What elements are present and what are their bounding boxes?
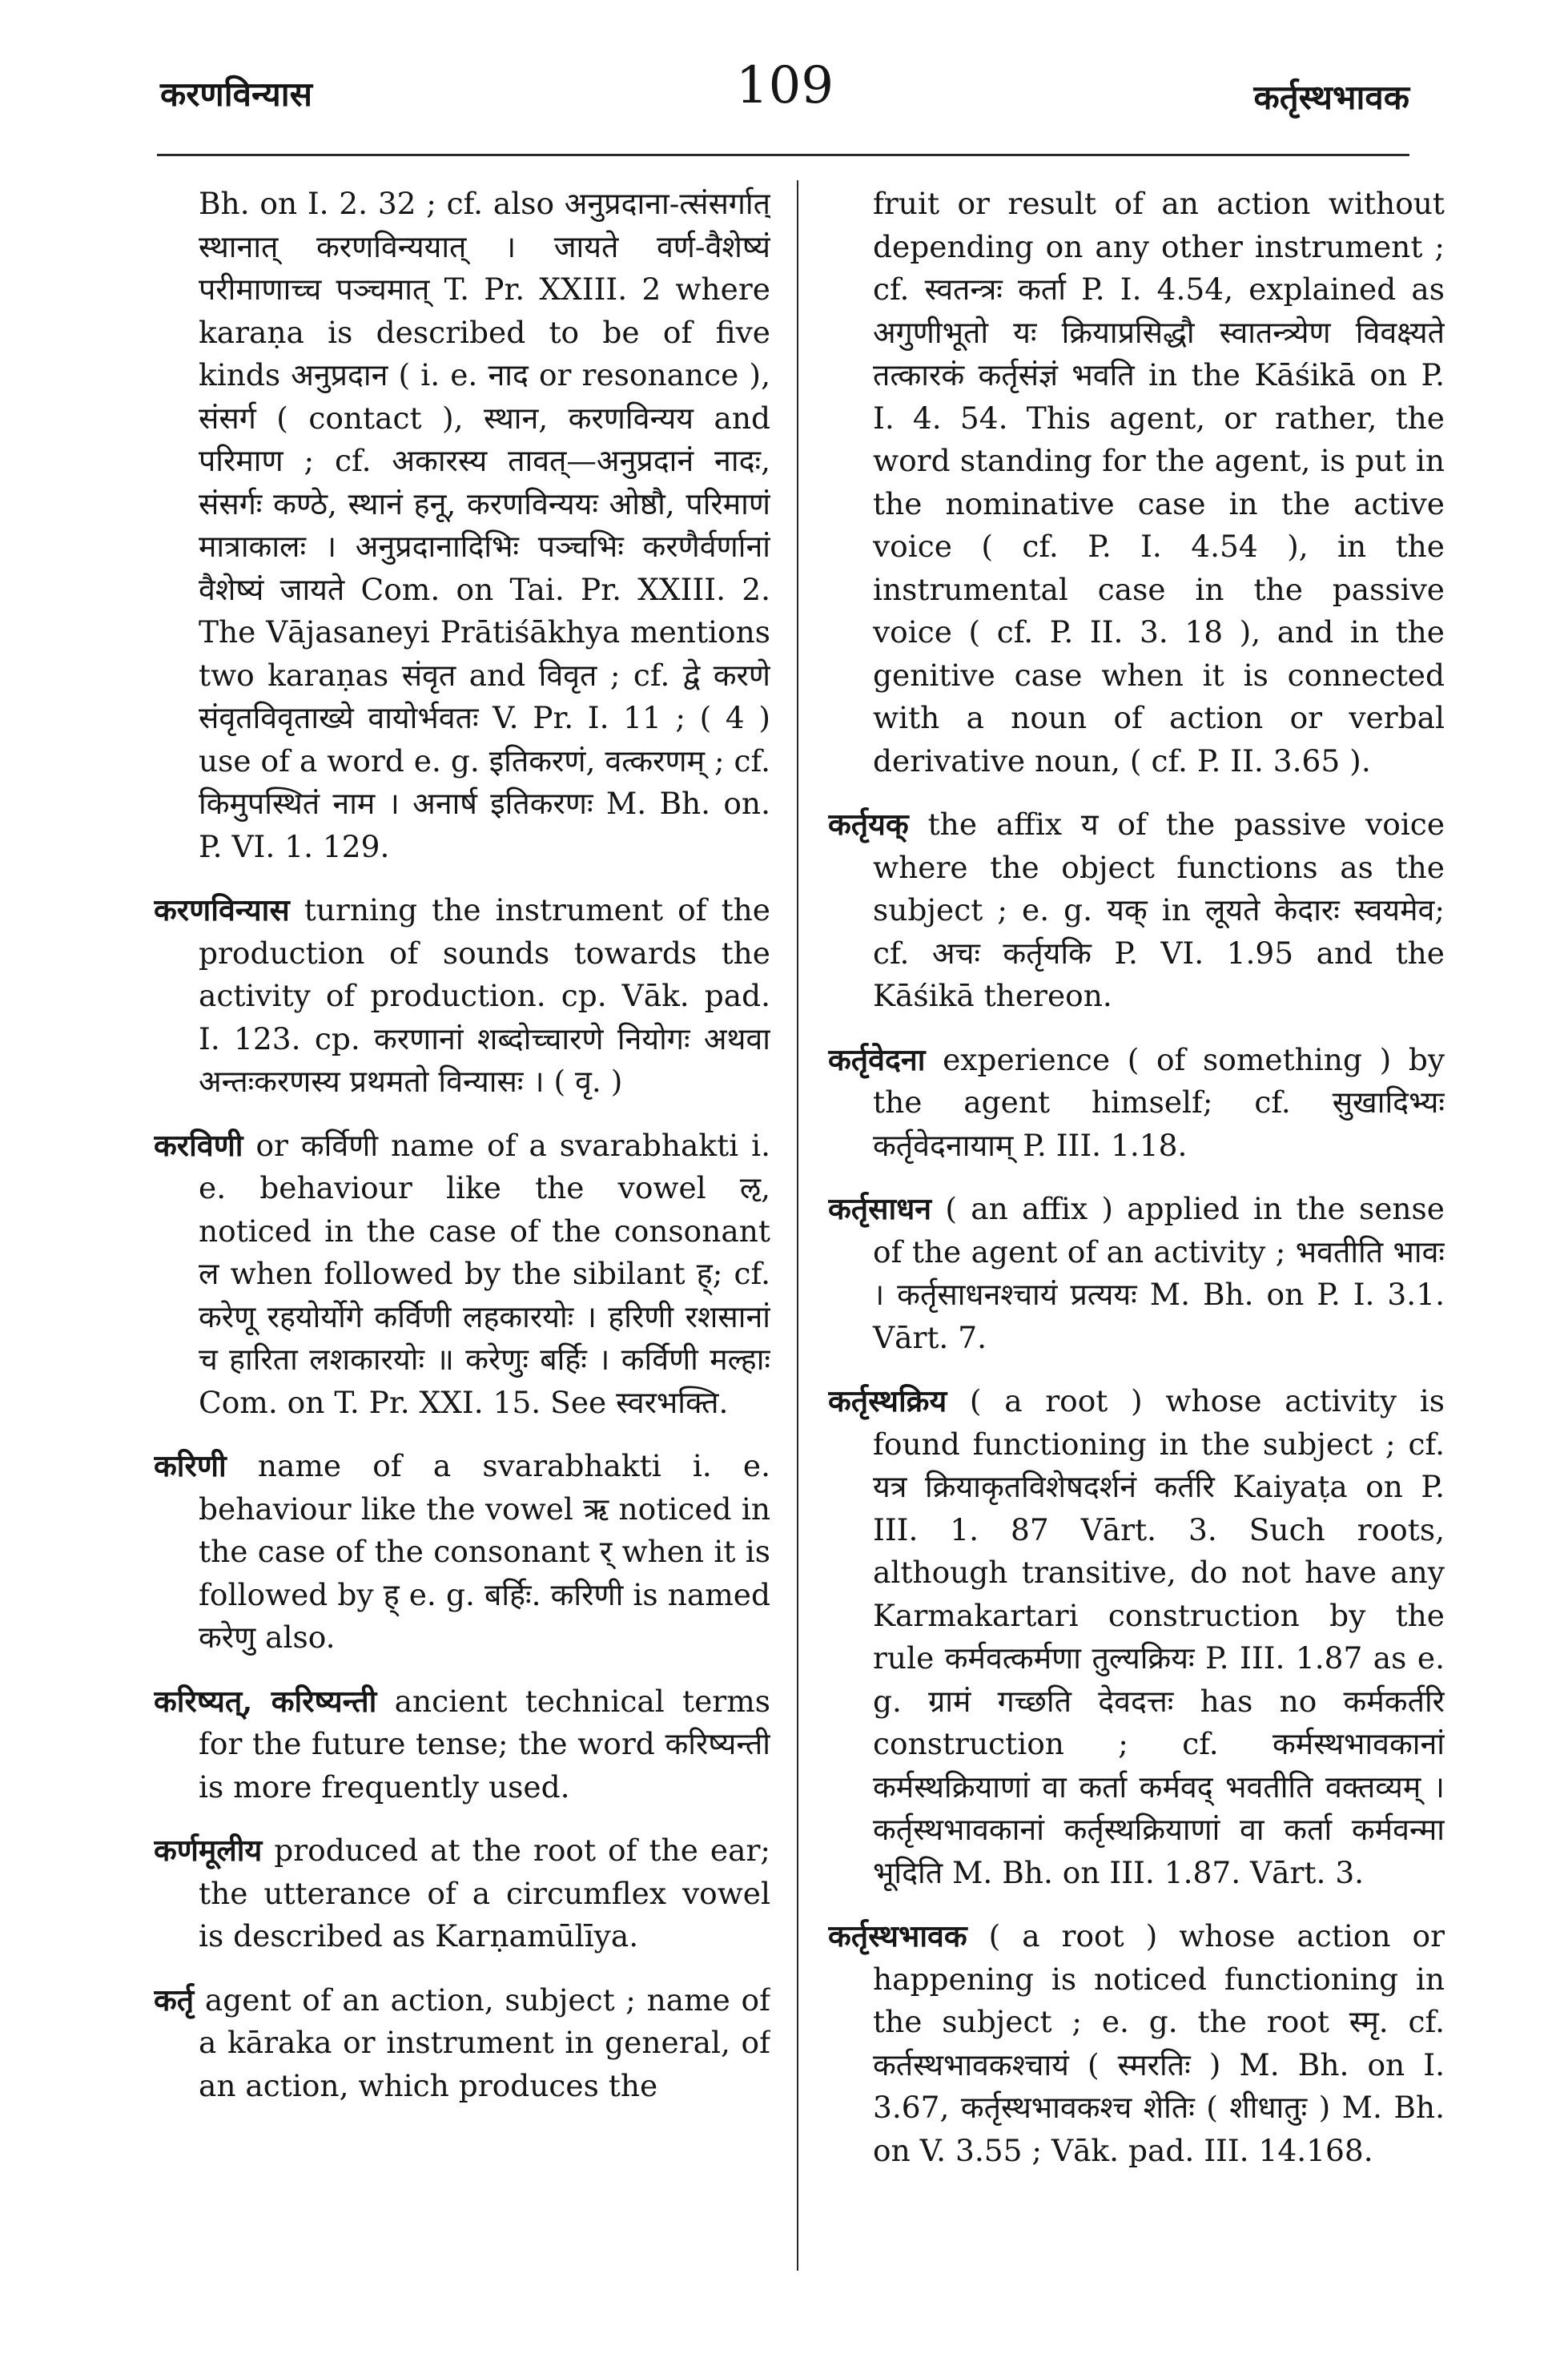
dictionary-entry xyxy=(828,1915,1445,2172)
headword: कर्तृस्थक्रिय xyxy=(828,1383,947,1418)
headword: करिष्यत्, करिष्यन्ती xyxy=(154,1683,377,1719)
definition: or कर्विणी name of a svarabhakti i. e. behaviour like the vowel ऌ, noticed in the case of the consonant ल when followed by the sibilant ह्; cf. करेणू रहयोर्योगे कर्विणी लहकारयोः । हरिणी रशसानां च हारिता लशकारयोः ॥ करेणुः बर्हिः । कर्विणी मल्हाः Com. on T. Pr. XXI. 15. See स्वरभक्ति. xyxy=(199,1127,770,1420)
definition: turning the instrument of the production of sounds towards the activity of production. cp. Vāk. pad. I. 123. cp. करणानां शब्दोच्चारणे नियोगः अथवा अन्तःकरणस्य प्रथमतो विन्यासः । ( वृ. ) xyxy=(199,892,770,1099)
dictionary-entry xyxy=(154,1979,770,2108)
headword: कर्तृयक् xyxy=(828,807,909,842)
dictionary-entry xyxy=(154,1445,770,1660)
headword: कर्तृसाधन xyxy=(828,1191,932,1226)
left-guide-word: करणविन्यास xyxy=(160,74,313,114)
headword: कर्तृस्थभावक xyxy=(828,1918,967,1954)
headword: करणविन्यास xyxy=(154,892,290,927)
dictionary-entry xyxy=(828,1188,1445,1359)
dictionary-entry xyxy=(154,889,770,1104)
right-guide-word: कर्तृस्थभावक xyxy=(1253,78,1409,117)
dictionary-entry xyxy=(828,1380,1445,1894)
dictionary-entry xyxy=(154,1680,770,1809)
definition: ( a root ) whose activity is found functioning in the subject ; cf. यत्र क्रियाकृतविशेषदर्शनं कर्तरि Kaiyaṭa on P. III. 1. 87 Vārt. 3. Such roots, although transitive, do not have any Karmakartari construction by the rule कर्मवत्कर्मणा तुल्यक्रियः P. III. 1.87 as e. g. ग्रामं गच्छति देवदत्तः has no कर्मकर्तरि construction ; cf. कर्मस्थभावकानां कर्मस्थक्रियाणां वा कर्ता कर्मवद् भवतीति वक्तव्यम् । कर्तृस्थभावकानां कर्तृस्थक्रियाणां वा कर्ता कर्मवन्मा भूदिति M. Bh. on III. 1.87. Vārt. 3. xyxy=(873,1383,1445,1890)
headword: कर्तृ xyxy=(154,1982,195,2018)
right-column xyxy=(828,183,1445,2281)
headword: करिणी xyxy=(154,1448,227,1483)
page-number: 109 xyxy=(735,56,834,115)
continued-text-left: Bh. on I. 2. 32 ; cf. also अनुप्रदाना-त्संसर्गात् स्थानात् करणविन्ययात् । जायते वर्ण-वैशेष्यं परीमाणाच्च पञ्चमात् T. Pr. XXIII. 2 where karaṇa is described to be of five kinds अनुप्रदान ( i. e. नाद or resonance ), संसर्ग ( contact ), स्थान, करणविन्यय and परिमाण ; cf. अकारस्य तावत्—अनुप्रदानं नादः, संसर्गः कण्ठे, स्थानं हनू, करणविन्ययः ओष्ठौ, परिमाणं मात्राकालः । अनुप्रदानादिभिः पञ्चभिः करणैर्वर्णानां वैशेष्यं जायते Com. on Tai. Pr. XXIII. 2. The Vājasaneyi Prātiśākhya mentions two karaṇas संवृत and विवृत ; cf. द्वे करणे संवृतविवृताख्ये वायोर्भवतः V. Pr. I. 11 ; ( 4 ) use of a word e. g. इतिकरणं, वत्करणम् ; cf. किमुपस्थितं नाम । अनार्ष इतिकरणः M. Bh. on. P. VI. 1. 129. xyxy=(199,186,770,864)
definition: the affix य of the passive voice where the object functions as the subject ; e. g. यक् in लूयते केदारः स्वयमेव; cf. अचः कर्तृयकि P. VI. 1.95 and the Kāśikā thereon. xyxy=(873,807,1445,1013)
definition: ancient technical terms for the future tense; the word करिष्यन्ती is more frequently used. xyxy=(199,1683,770,1805)
definition: agent of an action, subject ; name of a kāraka or instrument in general, of an action, which produces the xyxy=(199,1982,770,2103)
definition: ( a root ) whose action or happening is noticed functioning in the subject ; e. g. the root स्मृ. cf. कर्तस्थभावकश्चायं ( स्मरतिः ) M. Bh. on I. 3.67, कर्तृस्थभावकश्च शेतिः ( शीधातुः ) M. Bh. on V. 3.55 ; Vāk. pad. III. 14.168. xyxy=(873,1918,1445,2168)
definition: ( an affix ) applied in the sense of the agent of an activity ; भवतीति भावः । कर्तृसाधनश्चायं प्रत्ययः M. Bh. on P. I. 3.1. Vārt. 7. xyxy=(873,1191,1445,1355)
dictionary-entry xyxy=(828,803,1445,1018)
dictionary-entry xyxy=(154,1829,770,1958)
column-divider xyxy=(797,180,798,2271)
headword: कर्णमूलीय xyxy=(154,1833,263,1868)
definition: experience ( of something ) by the agent himself; cf. सुखादिभ्यः कर्तृवेदनायाम् P. III. 1.18. xyxy=(873,1041,1445,1163)
headword: कर्तृवेदना xyxy=(828,1041,926,1077)
left-column xyxy=(154,183,770,2281)
dictionary-entry xyxy=(828,1039,1445,1168)
page-header xyxy=(160,56,1409,128)
header-rule xyxy=(157,154,1409,156)
definition: name of a svarabhakti i. e. behaviour like the vowel ऋ noticed in the case of the consonant र् when it is followed by ह् e. g. बर्हिः. करिणी is named करेणु also. xyxy=(199,1448,770,1655)
dictionary-entry xyxy=(154,1125,770,1425)
headword: करविणी xyxy=(154,1127,243,1163)
continued-text-right: fruit or result of an action without depending on any other instrument ; cf. स्वतन्त्रः कर्ता P. I. 4.54, explained as अगुणीभूतो यः क्रियाप्रसिद्धौ स्वातन्त्र्येण विवक्ष्यते तत्कारकं कर्तृसंज्ञं भवति in the Kāśikā on P. I. 4. 54. This agent, or rather, the word standing for the agent, is put in the nominative case in the active voice ( cf. P. I. 4.54 ), in the instrumental case in the passive voice ( cf. P. II. 3. 18 ), and in the genitive case when it is connected with a noun of action or verbal derivative noun, ( cf. P. II. 3.65 ). xyxy=(873,186,1445,779)
definition: produced at the root of the ear; the utterance of a circumflex vowel is described as Karṇamūlīya. xyxy=(199,1833,770,1954)
